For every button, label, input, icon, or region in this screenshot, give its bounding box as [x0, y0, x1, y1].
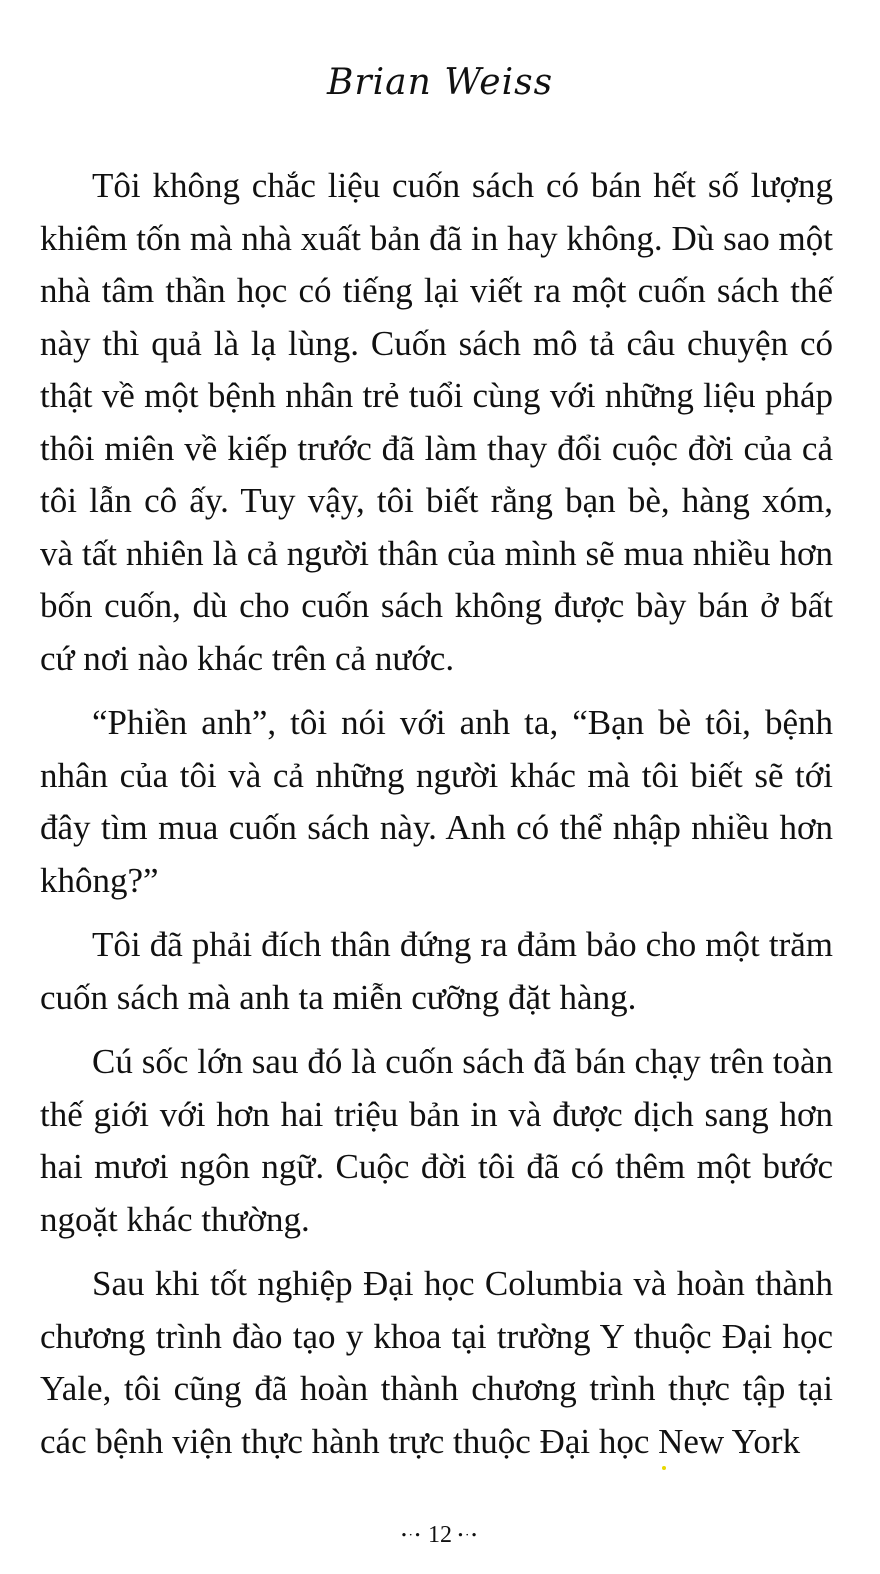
ornament-right: •·•: [458, 1528, 479, 1544]
body-text: [40, 160, 833, 1480]
paragraph: “Phiền anh”, tôi nói với anh ta, “Bạn bè tôi, bệnh nhân của tôi và cả những người khác mà tôi biết sẽ tới đây tìm mua cuốn sách này. Anh có thể nhập nhiều hơn không?”: [40, 703, 833, 900]
ornament-left: •·•: [401, 1528, 422, 1544]
page-number: 12: [428, 1522, 452, 1548]
paragraph: Tôi không chắc liệu cuốn sách có bán hết số lượng khiêm tốn mà nhà xuất bản đã in hay không. Dù sao một nhà tâm thần học có tiếng lại viết ra một cuốn sách thế này thì quả là lạ lùng. Cuốn sách mô tả câu chuyện có thật về một bệnh nhân trẻ tuổi cùng với những liệu pháp thôi miên về kiếp trước đã làm thay đổi cuộc đời của cả tôi lẫn cô ấy. Tuy vậy, tôi biết rằng bạn bè, hàng xóm, và tất nhiên là cả người thân của mình sẽ mua nhiều hơn bốn cuốn, dù cho cuốn sách không được bày bán ở bất cứ nơi nào khác trên cả nước.: [40, 166, 833, 678]
page-number-footer: [0, 1522, 880, 1549]
paragraph: Sau khi tốt nghiệp Đại học Columbia và hoàn thành chương trình đào tạo y khoa tại trường Y thuộc Đại học Yale, tôi cũng đã hoàn thành chương trình thực tập tại các bệnh viện thực hành trực thuộc Đại học New York: [40, 1264, 833, 1461]
print-speck: [662, 1466, 666, 1470]
paragraph: Cú sốc lớn sau đó là cuốn sách đã bán chạy trên toàn thế giới với hơn hai triệu bản in và được dịch sang hơn hai mươi ngôn ngữ. Cuộc đời tôi đã có thêm một bước ngoặt khác thường.: [40, 1042, 833, 1239]
running-head-author: Brian Weiss: [326, 62, 554, 103]
paragraph: Tôi đã phải đích thân đứng ra đảm bảo cho một trăm cuốn sách mà anh ta miễn cưỡng đặt hàng.: [40, 925, 833, 1017]
